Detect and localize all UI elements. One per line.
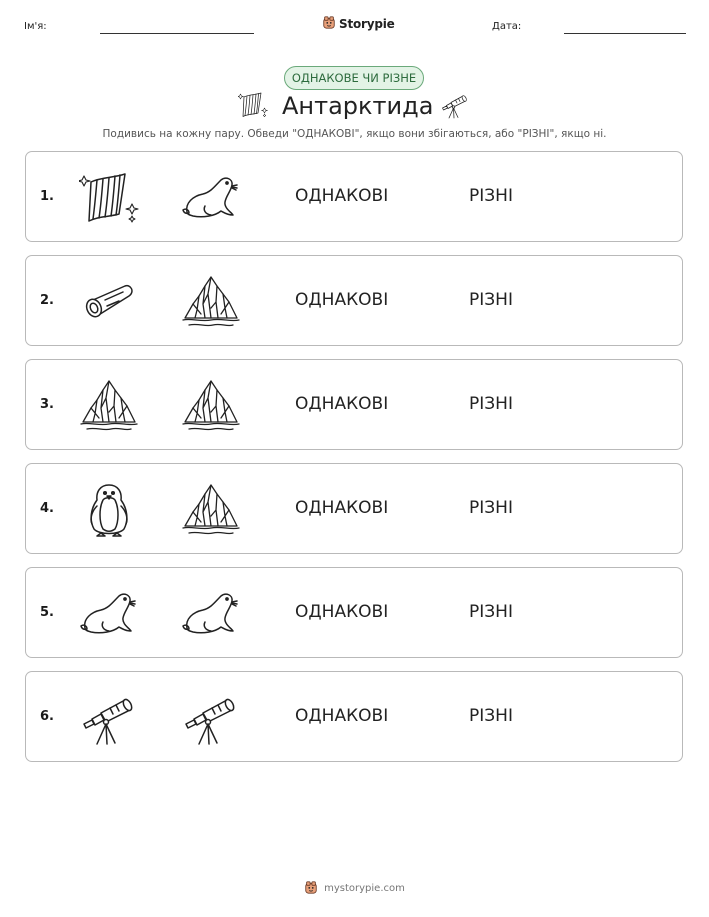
option-different[interactable]: РІЗНІ bbox=[469, 186, 513, 206]
instructions: Подивись на кожну пару. Обведи "ОДНАКОВІ", якщо вони збігаються, або "РІЗНІ", якщо ні. bbox=[102, 128, 607, 140]
iceberg-icon bbox=[181, 274, 241, 330]
exercise-row bbox=[25, 255, 683, 346]
seal-icon bbox=[181, 586, 241, 642]
option-different[interactable]: РІЗНІ bbox=[469, 498, 513, 518]
option-different[interactable]: РІЗНІ bbox=[469, 602, 513, 622]
option-same[interactable]: ОДНАКОВІ bbox=[295, 394, 389, 414]
telescope-icon bbox=[79, 690, 139, 746]
iceberg-icon bbox=[181, 378, 241, 434]
row-number: 1. bbox=[40, 189, 54, 204]
telescope-icon bbox=[181, 690, 241, 746]
name-label: Ім'я: bbox=[24, 21, 47, 32]
brand-name: Storypie bbox=[339, 16, 395, 31]
exercise-row bbox=[25, 671, 683, 762]
penguin-icon bbox=[79, 482, 139, 538]
worksheet-type-badge: ОДНАКОВЕ ЧИ РІЗНЕ bbox=[284, 66, 424, 90]
option-same[interactable]: ОДНАКОВІ bbox=[295, 290, 389, 310]
name-line[interactable] bbox=[100, 33, 254, 34]
iceberg-icon bbox=[79, 378, 139, 434]
seal-icon bbox=[79, 586, 139, 642]
log-icon bbox=[79, 274, 139, 330]
option-different[interactable]: РІЗНІ bbox=[469, 290, 513, 310]
option-same[interactable]: ОДНАКОВІ bbox=[295, 498, 389, 518]
exercise-row bbox=[25, 463, 683, 554]
aurora-icon bbox=[238, 91, 268, 119]
option-same[interactable]: ОДНАКОВІ bbox=[295, 706, 389, 726]
seal-icon bbox=[181, 170, 241, 226]
date-label: Дата: bbox=[492, 21, 522, 32]
option-same[interactable]: ОДНАКОВІ bbox=[295, 602, 389, 622]
option-same[interactable]: ОДНАКОВІ bbox=[295, 186, 389, 206]
exercise-row bbox=[25, 151, 683, 242]
iceberg-icon bbox=[181, 482, 241, 538]
row-number: 5. bbox=[40, 605, 54, 620]
storypie-mascot-icon bbox=[304, 880, 318, 897]
row-number: 3. bbox=[40, 397, 54, 412]
option-different[interactable]: РІЗНІ bbox=[469, 706, 513, 726]
footer-url[interactable]: mystorypie.com bbox=[324, 883, 405, 894]
row-number: 4. bbox=[40, 501, 54, 516]
telescope-icon bbox=[440, 91, 470, 119]
row-number: 6. bbox=[40, 709, 54, 724]
option-different[interactable]: РІЗНІ bbox=[469, 394, 513, 414]
exercise-row bbox=[25, 359, 683, 450]
aurora-icon bbox=[79, 170, 139, 226]
footer bbox=[0, 880, 709, 897]
exercise-row bbox=[25, 567, 683, 658]
date-line[interactable] bbox=[564, 33, 686, 34]
row-number: 2. bbox=[40, 293, 54, 308]
brand-logo bbox=[322, 14, 395, 33]
page-title: Антарктида bbox=[282, 92, 434, 120]
storypie-mascot-icon bbox=[322, 14, 336, 33]
